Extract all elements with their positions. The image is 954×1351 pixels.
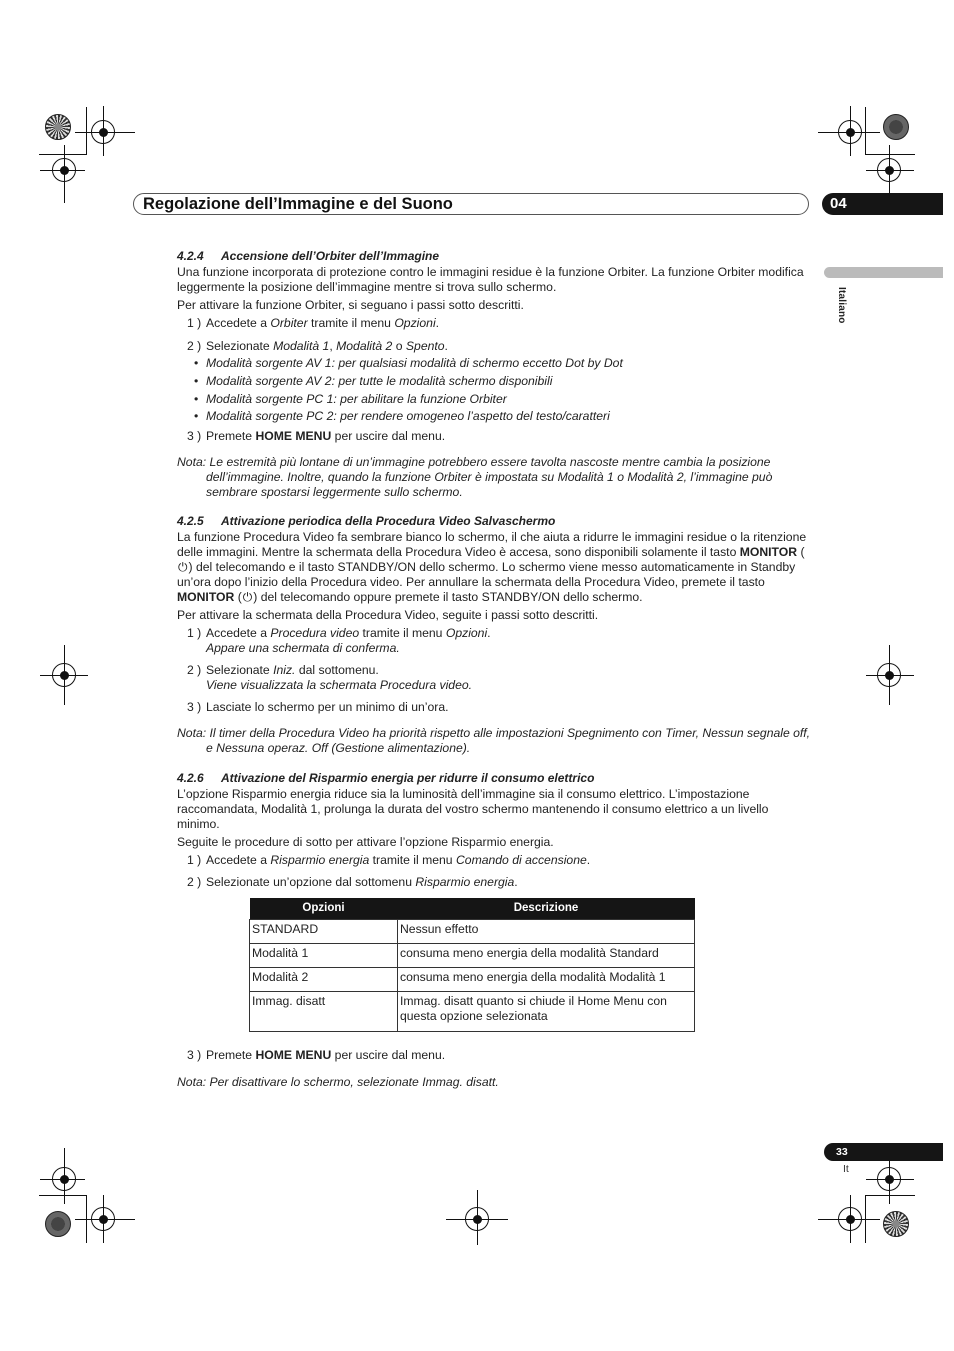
language-side-tab — [824, 267, 943, 278]
page-number: 33 — [824, 1143, 943, 1161]
paragraph: Seguite le procedure di sotto per attivare l’opzione Risparmio energia. — [177, 835, 554, 850]
section-title: Accensione dell’Orbiter dell’Immagine — [221, 249, 440, 263]
table-cell: Nessun effetto — [398, 920, 695, 944]
power-icon: ⏻ — [178, 560, 188, 575]
note: Nota: Per disattivare lo schermo, selezionate Immag. disatt. — [177, 1075, 499, 1090]
registration-mark-icon — [52, 158, 76, 182]
paragraph: Per attivare la funzione Orbiter, si seguano i passi sotto descritti. — [177, 298, 524, 312]
table-cell: Immag. disatt — [250, 992, 398, 1032]
page-content — [177, 249, 813, 1090]
registration-mark-icon — [877, 1167, 901, 1191]
section-number: 4.2.6 — [177, 771, 204, 786]
section-number: 4.2.4 — [177, 249, 204, 263]
table-cell: consuma meno energia della modalità Standard — [398, 944, 695, 968]
list-item: • Modalità sorgente AV 1: per qualsiasi modalità di schermo eccetto Dot by Dot — [194, 356, 813, 371]
paragraph: L’opzione Risparmio energia riduce sia la luminosità dell’immagine sia il consumo elettrico. L’impostazione raccomandata, Modalità 1, prolunga la durata del vostro schermo mantenendo il consumo elettrico a un livello minimo. — [177, 787, 769, 832]
step: 2 ) Selezionate un’opzione dal sottomenu Risparmio energia. — [187, 875, 518, 890]
step: 3 ) Lasciate lo schermo per un minimo di un’ora. — [187, 700, 449, 715]
page-title: Regolazione dell’Immagine e del Suono — [143, 195, 453, 213]
registration-mark-icon — [838, 120, 862, 144]
table-header: Descrizione — [398, 898, 695, 920]
section-heading — [177, 514, 813, 529]
registration-mark-icon — [52, 663, 76, 687]
section-title: Attivazione periodica della Procedura Video Salvaschermo — [221, 514, 556, 529]
table-cell: Immag. disatt quanto si chiude il Home Menu con questa opzione selezionata — [398, 992, 695, 1032]
list-item: • Modalità sorgente AV 2: per tutte le modalità schermo disponibili — [194, 374, 813, 389]
list-item: • Modalità sorgente PC 1: per abilitare la funzione Orbiter — [194, 392, 813, 407]
list-item: • Modalità sorgente PC 2: per rendere omogeneo l’aspetto del testo/caratteri — [194, 409, 813, 424]
table-row — [250, 920, 695, 944]
registration-mark-icon — [91, 1207, 115, 1231]
color-rosette-icon — [883, 1211, 909, 1237]
registration-mark-icon — [877, 158, 901, 182]
bullet-list — [177, 356, 813, 424]
step: 1 ) Accedete a Risparmio energia tramite il menu Comando di accensione. — [187, 853, 591, 868]
table-cell: Modalità 1 — [250, 944, 398, 968]
step: 2 ) Selezionate Iniz. dal sottomenu. Viene visualizzata la schermata Procedura video. — [187, 663, 473, 693]
table-cell: consuma meno energia della modalità Modalità 1 — [398, 968, 695, 992]
table-header-row — [250, 898, 695, 920]
step: 3 ) Premete HOME MENU per uscire dal menu. — [187, 429, 446, 444]
options-table — [249, 898, 695, 1032]
step: 1 ) Accedete a Procedura video tramite il menu Opzioni. Appare una schermata di conferma. — [187, 626, 491, 656]
color-rosette-icon — [883, 114, 909, 140]
table-cell: Modalità 2 — [250, 968, 398, 992]
section-heading — [177, 771, 813, 786]
step: 3 ) Premete HOME MENU per uscire dal menu. — [187, 1048, 446, 1063]
table-row — [250, 968, 695, 992]
registration-mark-icon — [91, 120, 115, 144]
paragraph: Per attivare la schermata della Procedura Video, seguite i passi sotto descritti. — [177, 608, 599, 623]
note: Nota: Il timer della Procedura Video ha priorità rispetto alle impostazioni Spegnimento con Timer, Nessun segnale off, e Nessuna operaz. Off (Gestione alimentazione). — [177, 726, 811, 756]
registration-mark-icon — [52, 1167, 76, 1191]
note: Nota: Le estremità più lontane di un’immagine potrebbero essere tavolta nascoste mentre cambia la posizione dell’immagine. Inoltre, quando la funzione Orbiter è impostata su Modalità 1 o Modalità 2, l’immagine può sembrare spostarsi leggermente sullo schermo. — [177, 455, 773, 500]
registration-mark-icon — [877, 663, 901, 687]
section-title: Attivazione del Risparmio energia per ridurre il consumo elettrico — [221, 771, 595, 786]
page-language-code: It — [843, 1163, 849, 1175]
registration-mark-icon — [838, 1207, 862, 1231]
table-row — [250, 944, 695, 968]
section-heading — [177, 249, 813, 264]
chapter-badge: 04 — [822, 193, 943, 215]
language-label: Italiano — [836, 287, 847, 324]
power-icon: ⏻ — [242, 590, 253, 605]
table-row — [250, 992, 695, 1032]
table-header: Opzioni — [250, 898, 398, 920]
paragraph: La funzione Procedura Video fa sembrare bianco lo schermo, il che aiuta a ridurre le immagini residue o la ritenzione delle immagini. Mentre la schermata della Procedura Video è accesa, sono disponibili solamente il tasto MONITOR (⏻) del telecomando e il tasto STANDBY/ON dello schermo. Lo schermo viene messo automaticamente in Standby un’ora dopo l’inizio della Procedura video. Per annullare la schermata della Procedura Video, premete il tasto MONITOR (⏻) del telecomando oppure premete il tasto STANDBY/ON dello schermo. — [177, 530, 807, 605]
color-rosette-icon — [45, 1211, 71, 1237]
table-cell: STANDARD — [250, 920, 398, 944]
registration-mark-icon — [465, 1207, 489, 1231]
step: 1 ) Accedete a Orbiter tramite il menu Opzioni. — [187, 316, 440, 330]
color-rosette-icon — [45, 114, 71, 140]
paragraph: Una funzione incorporata di protezione contro le immagini residue è la funzione Orbiter. La funzione Orbiter modifica leggermente la posizione dell’immagine mentre si trova sullo schermo. — [177, 265, 804, 294]
section-number: 4.2.5 — [177, 514, 204, 529]
step: 2 ) Selezionate Modalità 1, Modalità 2 o Spento. — [187, 339, 448, 353]
